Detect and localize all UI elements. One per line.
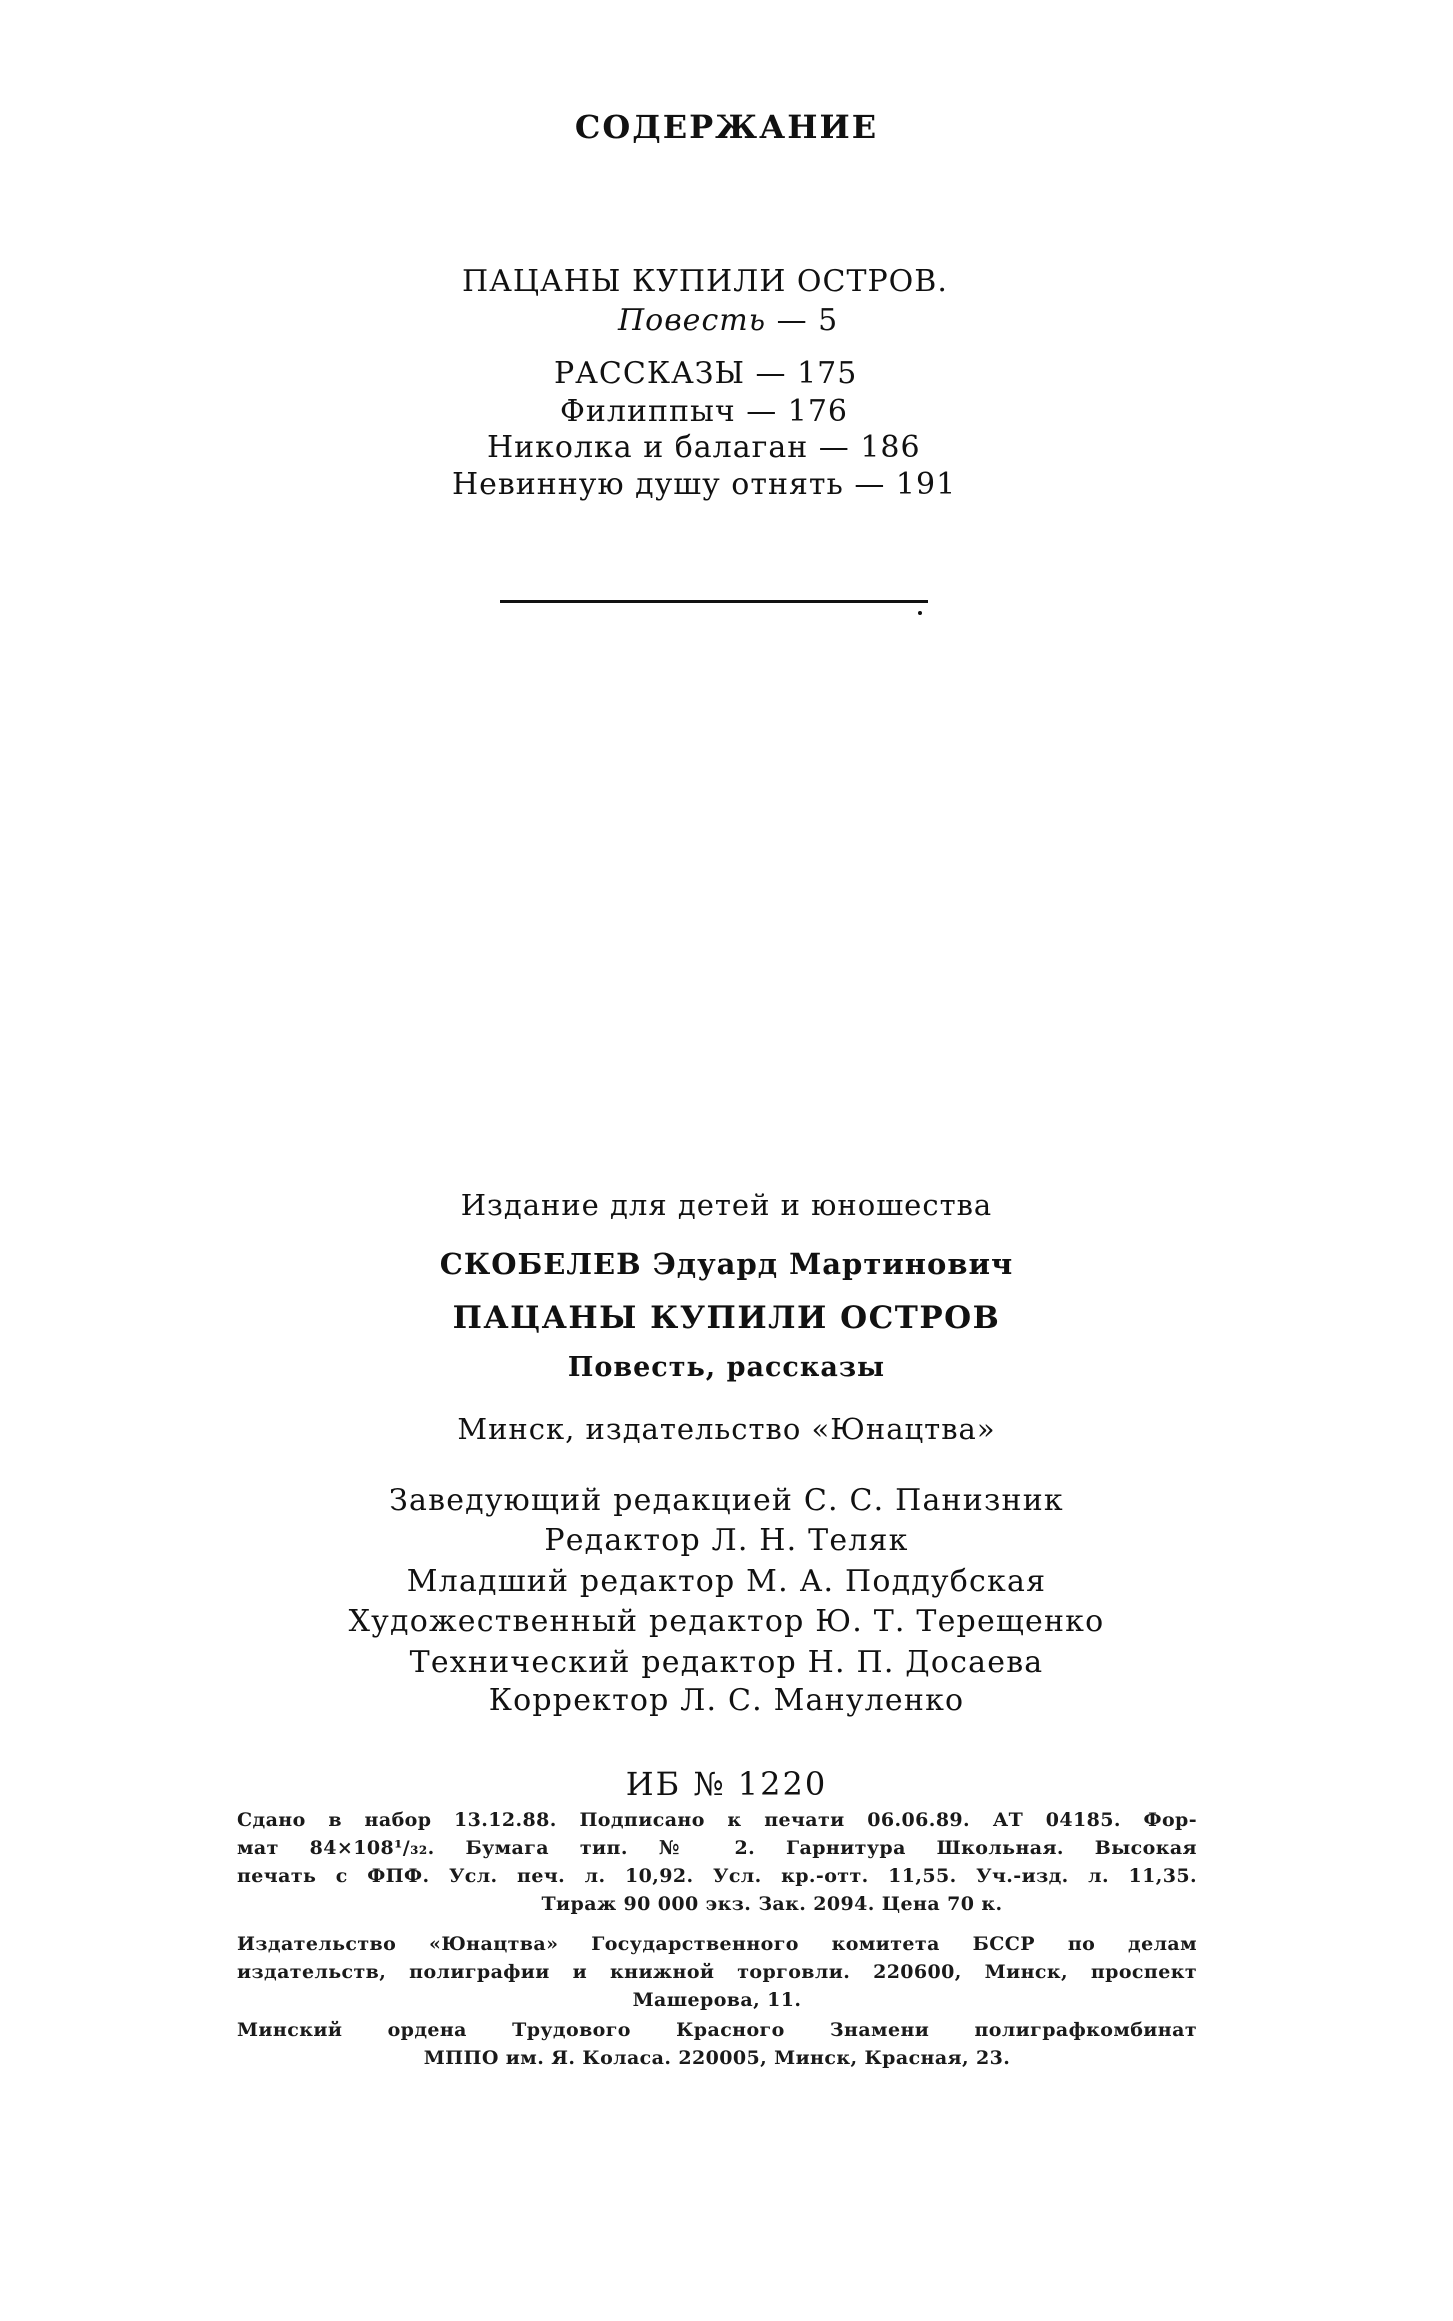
toc-entry-1-sub [618,303,838,338]
toc-dash: — [854,467,886,502]
toc-dash: — [755,356,787,391]
toc-entry-1-title [462,264,948,299]
divider-rule [500,600,928,603]
divider-dot [918,611,922,615]
toc-entry-title: ПАЦАНЫ КУПИЛИ ОСТРОВ. [462,264,948,299]
toc-entry-3 [560,394,848,429]
toc-entry-title: РАССКАЗЫ [554,356,745,391]
toc-entry-title: Филиппыч [560,394,736,429]
print-details-line: Тираж 90 000 экз. Зак. 2094. Цена 70 к. [541,1893,1003,1915]
publisher-details-line: Машерова, 11. [632,1989,802,2011]
printer-details-line: Минский ордена Трудового Красного Знамени полиграфкомбинат [237,2019,1197,2041]
toc-dash: — [776,303,808,338]
toc-heading: СОДЕРЖАНИЕ [574,108,879,146]
toc-entry-page: 191 [895,467,957,502]
publisher-details [237,1930,1197,2014]
staff-line: Заведующий редакцией С. С. Панизник [389,1483,1064,1518]
staff-line: Младший редактор М. А. Поддубская [406,1564,1047,1599]
author-line: СКОБЕЛЕВ Эдуард Мартинович [439,1247,1014,1281]
toc-entry-page: 176 [787,394,849,429]
audience-line: Издание для детей и юношества [460,1188,993,1222]
print-details [237,1806,1197,1918]
print-details-line: мат 84×108¹/₃₂. Бумага тип. № 2. Гарнитура Школьная. Высокая [237,1837,1197,1859]
toc-entry-subtitle: Повесть [618,303,767,338]
publisher-details-line: издательств, полиграфии и книжной торговли. 220600, Минск, проспект [237,1961,1197,1983]
genre-line: Повесть, рассказы [567,1352,886,1383]
publisher-details-line: Издательство «Юнацтва» Государственного комитета БССР по делам [237,1933,1197,1955]
staff-line: Технический редактор Н. П. Досаева [409,1645,1044,1680]
printer-details-line: МППО им. Я. Коласа. 220005, Минск, Красная, 23. [423,2047,1011,2069]
toc-entry-2 [554,356,857,391]
toc-entry-title: Невинную душу отнять [452,467,844,502]
toc-entry-page: 186 [860,430,921,465]
print-details-line: печать с ФПФ. Усл. печ. л. 10,92. Усл. кр.-отт. 11,55. Уч.-изд. л. 11,35. [237,1865,1197,1887]
ib-number: ИБ № 1220 [625,1765,828,1803]
toc-entry-5 [452,467,956,502]
toc-dash: — [818,430,850,465]
publisher-line: Минск, издательство «Юнацтва» [457,1412,996,1446]
toc-entry-4 [487,430,921,465]
toc-dash: — [746,394,778,429]
toc-entry-title: Николка и балаган [487,430,809,465]
toc-entry-page: 175 [797,356,858,391]
printer-details [237,2016,1197,2072]
staff-line: Корректор Л. С. Мануленко [488,1683,965,1718]
toc-entry-page: 5 [818,303,839,338]
staff-line: Редактор Л. Н. Теляк [544,1523,909,1558]
print-details-line: Сдано в набор 13.12.88. Подписано к печати 06.06.89. АТ 04185. Фор- [237,1809,1197,1831]
staff-line: Художественный редактор Ю. Т. Терещенко [348,1604,1105,1639]
book-title-line: ПАЦАНЫ КУПИЛИ ОСТРОВ [452,1300,1001,1336]
